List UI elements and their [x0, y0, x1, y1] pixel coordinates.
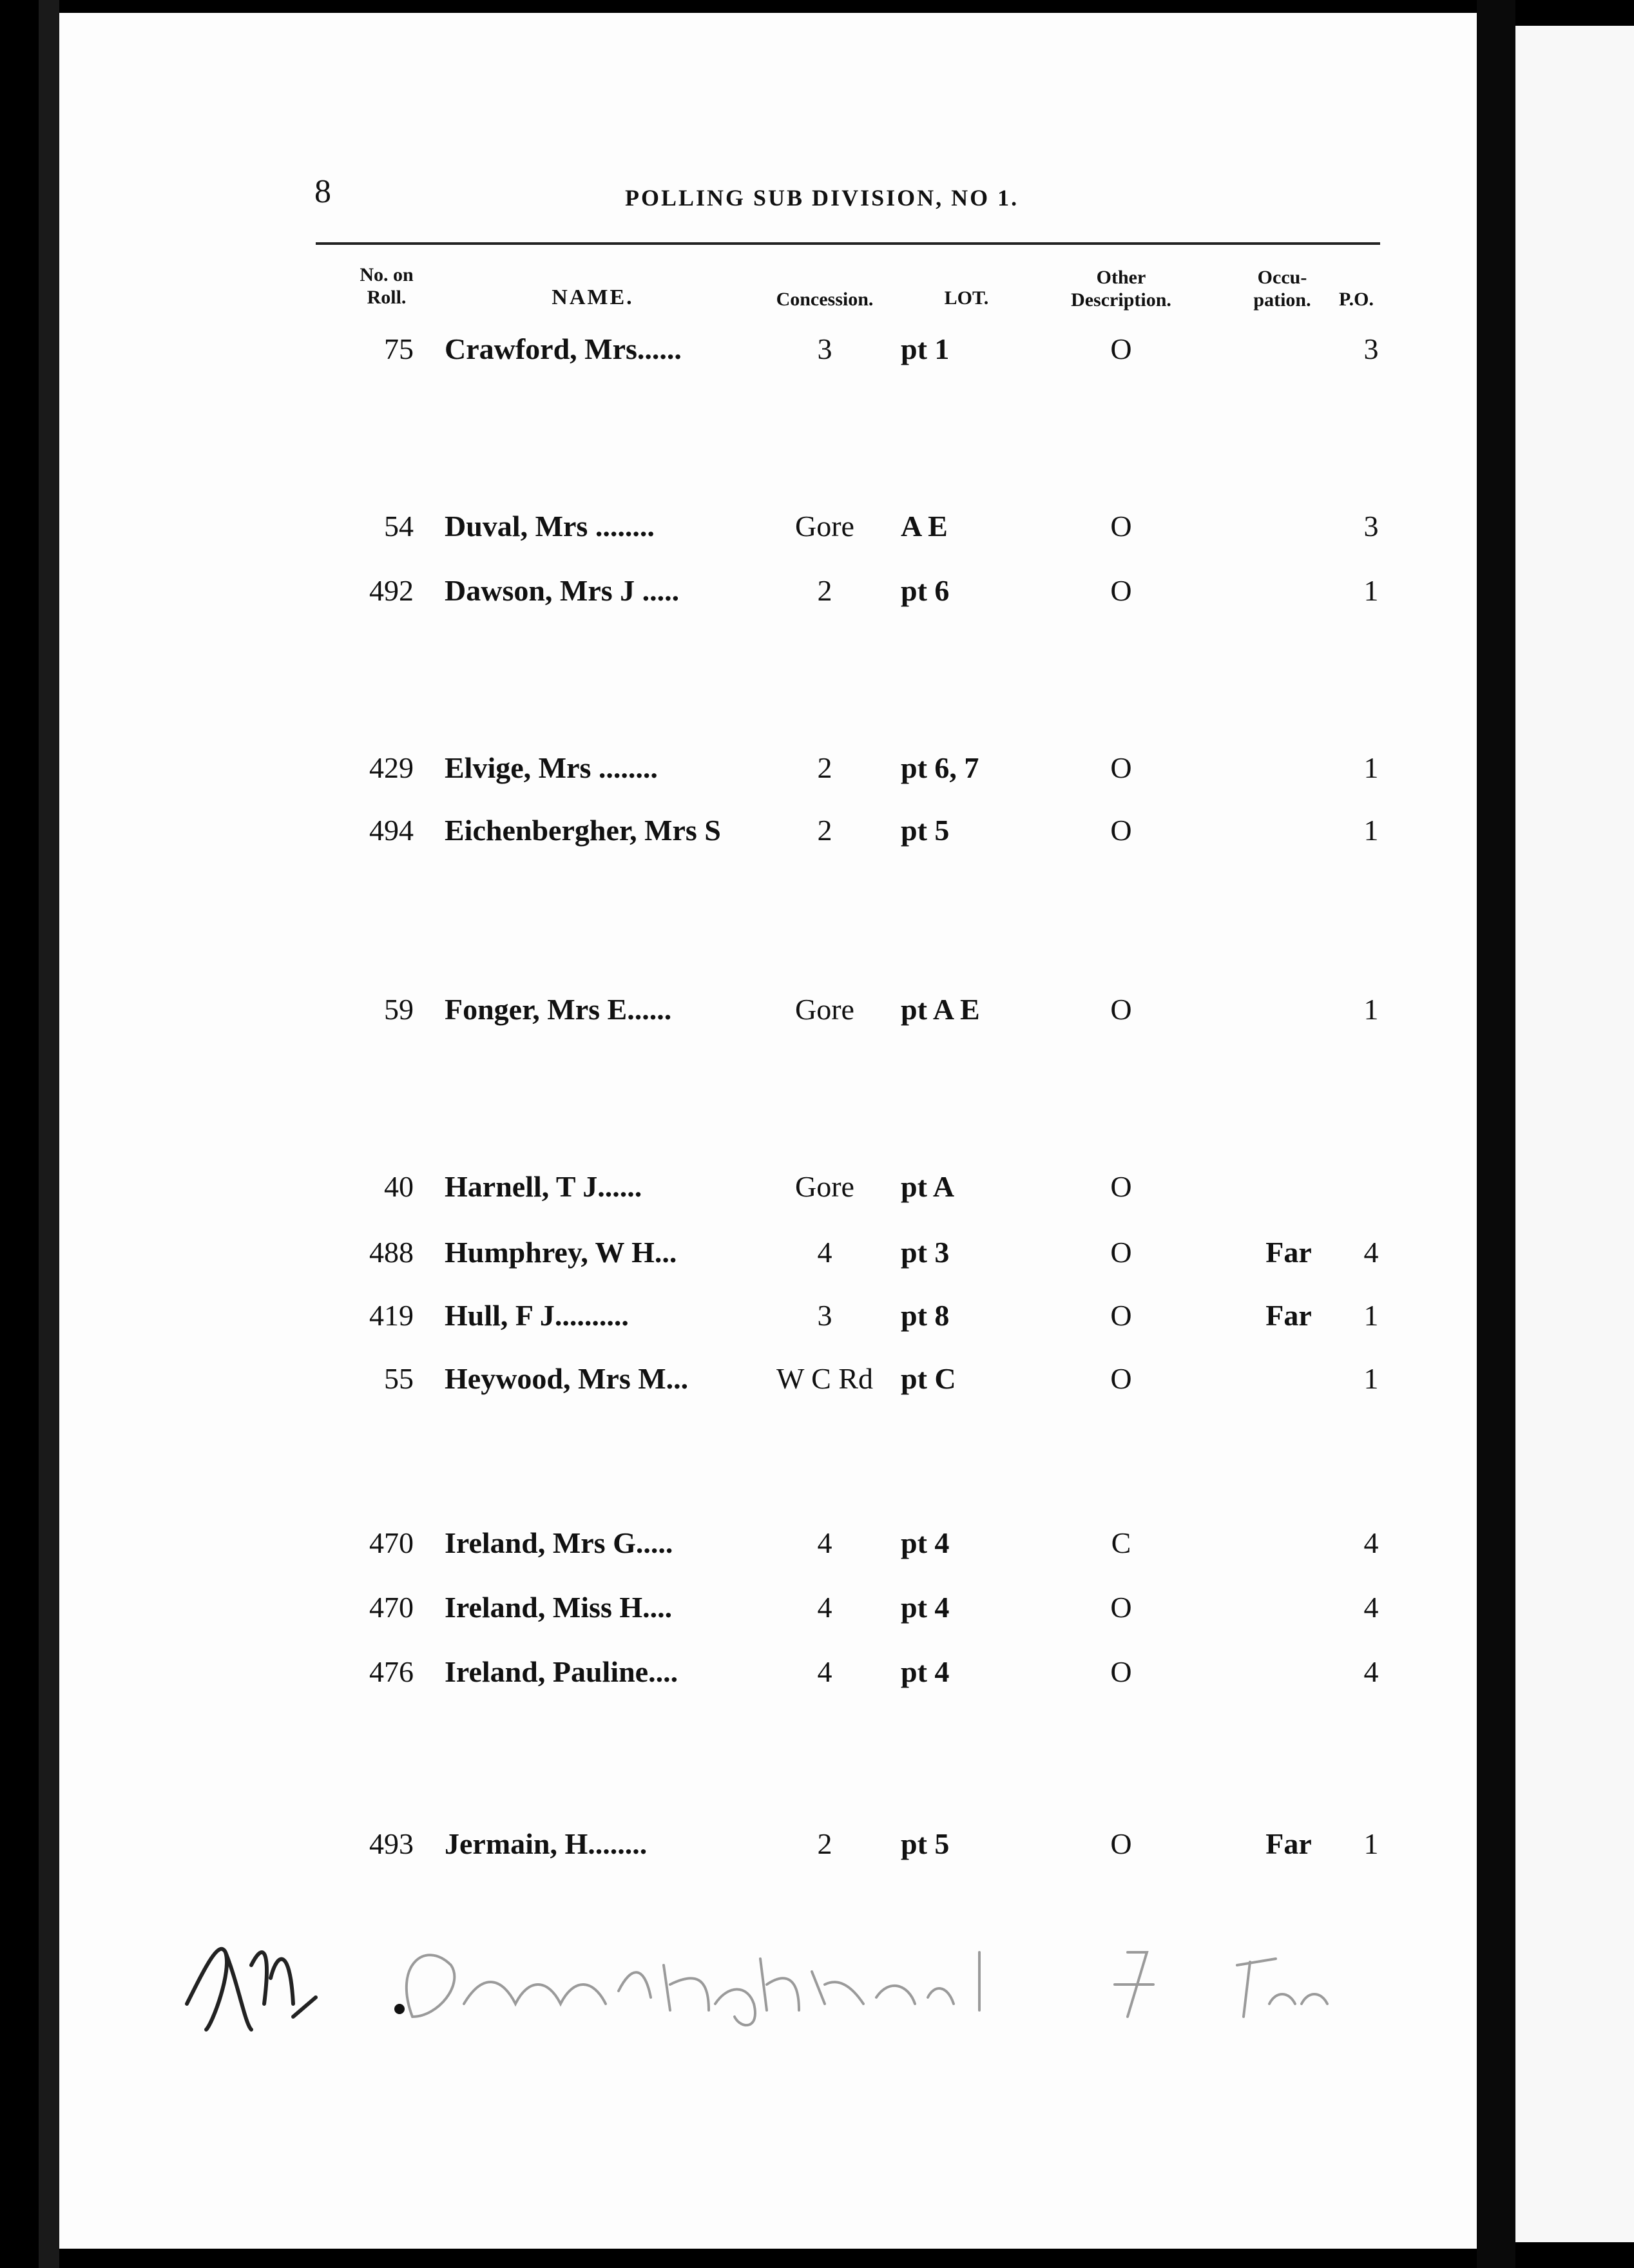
post-office: 1 [1363, 574, 1379, 607]
other-description: O [1110, 814, 1132, 847]
header-occupation: Occu- pation. [1253, 267, 1311, 311]
other-description: O [1110, 1591, 1132, 1624]
other-description: O [1110, 1236, 1132, 1269]
other-description: O [1110, 1827, 1132, 1860]
concession: 2 [817, 574, 832, 607]
lot: pt 6, 7 [901, 751, 979, 784]
other-description: O [1110, 751, 1132, 784]
roll-number: 59 [384, 993, 414, 1026]
post-office: 1 [1363, 1299, 1379, 1332]
other-description: O [1110, 1299, 1132, 1332]
lot: A E [901, 510, 948, 543]
lot: pt 6 [901, 574, 950, 607]
concession: 4 [817, 1236, 832, 1269]
other-description: O [1110, 1362, 1132, 1395]
roll-number: 492 [369, 574, 414, 607]
voter-name: Elvige, Mrs ........ [445, 751, 658, 784]
lot: pt 4 [901, 1591, 950, 1624]
post-office: 3 [1363, 510, 1379, 543]
roll-number: 476 [369, 1655, 414, 1688]
lot: pt 4 [901, 1526, 950, 1559]
concession: Gore [795, 1170, 854, 1203]
header-lot: LOT. [944, 287, 989, 309]
voter-name: Hull, F J.......... [445, 1299, 629, 1332]
other-description: C [1111, 1526, 1131, 1559]
concession: 3 [817, 1299, 832, 1332]
voter-name: Dawson, Mrs J ..... [445, 574, 680, 607]
voter-name: Eichenbergher, Mrs S [445, 814, 721, 847]
concession: 4 [817, 1591, 832, 1624]
header-po: P.O. [1339, 289, 1374, 310]
voter-name: Ireland, Mrs G..... [445, 1526, 673, 1559]
lot: pt 3 [901, 1236, 950, 1269]
voter-name: Crawford, Mrs...... [445, 332, 682, 365]
other-description: O [1110, 332, 1132, 365]
occupation: Far [1265, 1827, 1312, 1860]
header-name: NAME. [552, 285, 634, 309]
scan-left-edge [39, 0, 59, 2268]
lot: pt 8 [901, 1299, 950, 1332]
concession: Gore [795, 993, 854, 1026]
roll-number: 470 [369, 1591, 414, 1624]
voter-name: Ireland, Miss H.... [445, 1591, 673, 1624]
post-office: 1 [1363, 1362, 1379, 1395]
concession: W C Rd [776, 1362, 873, 1395]
roll-number: 40 [384, 1170, 414, 1203]
handwritten-annotation [180, 1927, 1405, 2036]
post-office: 1 [1363, 814, 1379, 847]
roll-number: 429 [369, 751, 414, 784]
post-office: 1 [1363, 751, 1379, 784]
book-spine [1477, 0, 1515, 2268]
handwriting-scribble [180, 1927, 1405, 2036]
header-other-description: Other Description. [1071, 267, 1171, 311]
post-office: 1 [1363, 1827, 1379, 1860]
other-description: O [1110, 510, 1132, 543]
lot: pt C [901, 1362, 956, 1395]
roll-number: 488 [369, 1236, 414, 1269]
voter-name: Humphrey, W H... [445, 1236, 677, 1269]
page-number: 8 [314, 173, 331, 210]
concession: 2 [817, 1827, 832, 1860]
roll-number: 494 [369, 814, 414, 847]
concession: 4 [817, 1655, 832, 1688]
post-office: 4 [1363, 1526, 1379, 1559]
lot: pt 4 [901, 1655, 950, 1688]
concession: 4 [817, 1526, 832, 1559]
post-office: 3 [1363, 332, 1379, 365]
lot: pt A E [901, 993, 980, 1026]
voter-name: Fonger, Mrs E...... [445, 993, 672, 1026]
concession: Gore [795, 510, 854, 543]
occupation: Far [1265, 1299, 1312, 1332]
other-description: O [1110, 993, 1132, 1026]
voter-name: Harnell, T J...... [445, 1170, 642, 1203]
roll-number: 55 [384, 1362, 414, 1395]
voter-name: Ireland, Pauline.... [445, 1655, 678, 1688]
post-office: 1 [1363, 993, 1379, 1026]
header-concession: Concession. [776, 289, 874, 310]
running-head: POLLING SUB DIVISION, NO 1. [625, 185, 1019, 211]
voter-name: Duval, Mrs ........ [445, 510, 655, 543]
other-description: O [1110, 1655, 1132, 1688]
lot: pt 5 [901, 814, 950, 847]
concession: 2 [817, 751, 832, 784]
roll-number: 419 [369, 1299, 414, 1332]
facing-page-edge [1515, 26, 1634, 2242]
post-office: 4 [1363, 1236, 1379, 1269]
header-rule [316, 242, 1380, 245]
other-description: O [1110, 1170, 1132, 1203]
header-no-on-roll: No. on Roll. [360, 264, 414, 308]
lot: pt 1 [901, 332, 950, 365]
lot: pt A [901, 1170, 955, 1203]
voter-name: Heywood, Mrs M... [445, 1362, 689, 1395]
concession: 2 [817, 814, 832, 847]
roll-number: 493 [369, 1827, 414, 1860]
concession: 3 [817, 332, 832, 365]
post-office: 4 [1363, 1655, 1379, 1688]
lot: pt 5 [901, 1827, 950, 1860]
roll-number: 75 [384, 332, 414, 365]
other-description: O [1110, 574, 1132, 607]
post-office: 4 [1363, 1591, 1379, 1624]
roll-number: 54 [384, 510, 414, 543]
voter-name: Jermain, H........ [445, 1827, 648, 1860]
roll-number: 470 [369, 1526, 414, 1559]
occupation: Far [1265, 1236, 1312, 1269]
